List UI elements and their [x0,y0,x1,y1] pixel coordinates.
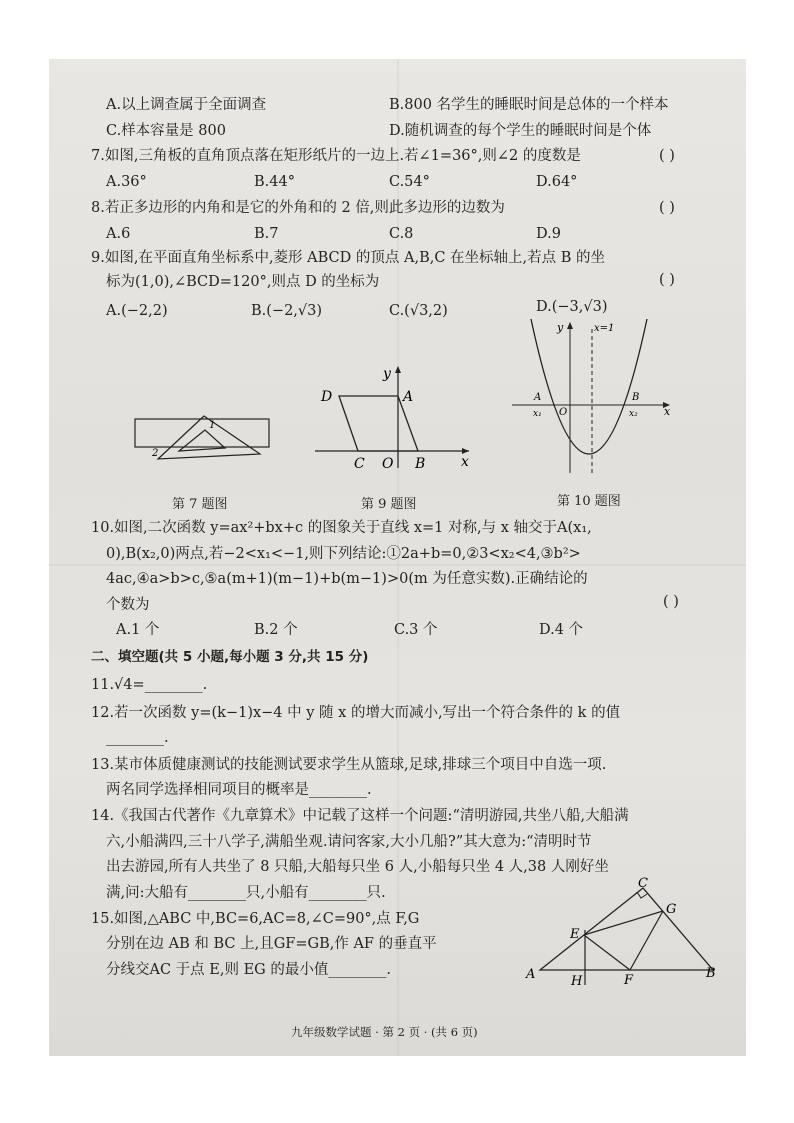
fig10-label-x: x [664,405,671,418]
q12-line1: 12.若一次函数 y=(k−1)x−4 中 y 随 x 的增大而减小,写出一个符合条件的 k 的值 [91,705,621,721]
figure-7 [132,414,272,474]
fig10-label-x1: x₁ [533,409,542,419]
q8-option-c: C.8 [389,226,414,242]
q8-option-d: D.9 [536,226,561,242]
fig9-label-x: x [461,454,469,470]
figure-9 [307,364,477,472]
q14-line1: 14.《我国古代著作《九章算术》中记载了这样一个问题:“清明游园,共坐八船,大船满 [91,808,629,824]
q9-option-a: A.(−2,2) [106,303,168,319]
q6-option-d: D.随机调查的每个学生的睡眠时间是个体 [389,123,652,139]
q10-option-b: B.2 个 [254,622,298,638]
fig9-label-D: D [321,389,333,405]
figure-7-caption: 第 7 题图 [172,497,228,512]
q8-option-b: B.7 [254,226,279,242]
q6-option-c: C.样本容量是 800 [106,123,226,139]
q10-bracket: ( ) [663,594,679,610]
fig10-label-O: O [559,407,568,418]
q10-line1: 10.如图,二次函数 y=ax²+bx+c 的图象关于直线 x=1 对称,与 x 轴交于A(x₁, [91,520,592,536]
fig15-label-G: G [666,902,677,917]
page-footer: 九年级数学试题 · 第 2 页 · (共 6 页) [291,1025,478,1039]
q8-option-a: A.6 [106,226,131,242]
fig9-label-B: B [415,456,426,472]
fig15-label-E: E [570,927,580,942]
q9-option-c: C.(√3,2) [389,303,448,319]
q13-line1: 13.某市体质健康测试的技能测试要求学生从篮球,足球,排球三个项目中自选一项. [91,757,607,773]
q9-option-d: D.(−3,√3) [536,299,608,315]
q7-option-a: A.36° [106,174,147,190]
q10-line3: 4ac,④a>b>c,⑤a(m+1)(m−1)+b(m−1)>0(m 为任意实数).正确结论的 [106,571,588,587]
fig10-label-symmetry: x=1 [594,323,615,334]
fig9-label-C: C [354,456,365,472]
q7-stem: 7.如图,三角板的直角顶点落在矩形纸片的一边上.若∠1=36°,则∠2 的度数是 [91,148,581,164]
q9-bracket: ( ) [659,272,675,288]
q14-line2: 六,小船满四,三十八学子,满船坐观.请问客家,大小几船?”其大意为:“清明时节 [106,834,592,850]
fig10-label-y: y [557,321,564,334]
figure-10-caption: 第 10 题图 [557,494,621,509]
q7-option-d: D.64° [536,174,578,190]
fig10-label-A: A [534,392,542,403]
q15-line2: 分别在边 AB 和 BC 上,且GF=GB,作 AF 的垂直平 [106,936,437,952]
q10-option-d: D.4 个 [539,622,584,638]
q13-line2: 两名同学选择相同项目的概率是________. [106,782,372,798]
fig10-label-x2: x₂ [629,409,638,419]
q9-stem-line2: 标为(1,0),∠BCD=120°,则点 D 的坐标为 [106,274,380,290]
q8-bracket: ( ) [659,200,675,216]
q6-option-b: B.800 名学生的睡眠时间是总体的一个样本 [389,97,669,113]
figure-10 [507,317,682,477]
q9-option-b: B.(−2,√3) [251,303,323,319]
figure-9-caption: 第 9 题图 [361,497,417,512]
q10-line4: 个数为 [106,597,150,613]
q7-option-b: B.44° [254,174,295,190]
q10-option-a: A.1 个 [116,622,160,638]
fig15-label-F: F [624,973,634,988]
fig9-label-O: O [382,456,394,472]
fig15-label-A: A [526,967,536,982]
q10-line2: 0),B(x₂,0)两点,若−2<x₁<−1,则下列结论:①2a+b=0,②3<x₂<4,③b²> [106,546,581,562]
fig7-label-2: 2 [152,448,159,459]
q7-option-c: C.54° [389,174,430,190]
q7-bracket: ( ) [659,148,675,164]
q10-option-c: C.3 个 [394,622,438,638]
fig15-label-H: H [571,974,583,989]
figure-15 [524,875,724,990]
q15-line1: 15.如图,△ABC 中,BC=6,AC=8,∠C=90°,点 F,G [91,911,420,927]
q9-stem-line1: 9.如图,在平面直角坐标系中,菱形 ABCD 的顶点 A,B,C 在坐标轴上,若点 B 的坐 [91,250,606,266]
fig15-label-C: C [638,876,648,891]
q14-line3: 出去游园,所有人共坐了 8 只船,大船每只坐 6 人,小船每只坐 4 人,38 人刚好坐 [106,859,609,875]
fig7-label-1: 1 [209,420,216,431]
exam-paper [49,59,746,1056]
q11: 11.√4=________. [91,677,208,693]
q14-line4: 满,问:大船有________只,小船有________只. [106,885,386,901]
q15-line3: 分线交AC 于点 E,则 EG 的最小值________. [106,962,391,978]
fig9-label-y: y [383,366,391,382]
fig10-label-B: B [632,392,640,403]
q8-stem: 8.若正多边形的内角和是它的外角和的 2 倍,则此多边形的边数为 [91,200,505,216]
q12-line2: ________. [106,730,169,746]
fig9-label-A: A [403,389,414,405]
fig15-label-B: B [706,966,716,981]
q6-option-a: A.以上调查属于全面调查 [106,97,267,113]
section-2-heading: 二、填空题(共 5 小题,每小题 3 分,共 15 分) [91,649,369,665]
